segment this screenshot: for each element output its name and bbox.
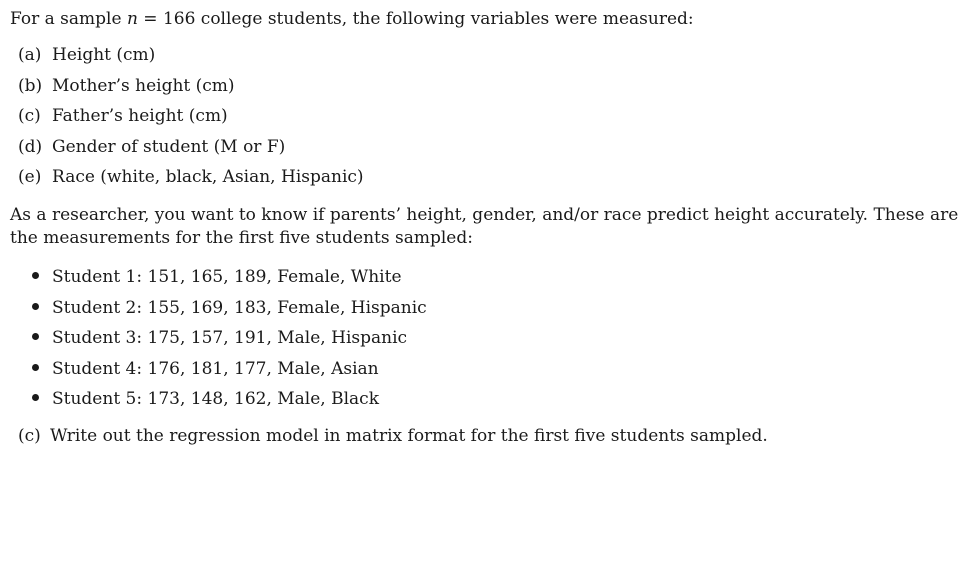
student-text: Student 2: 155, 169, 183, Female, Hispanic [52, 297, 427, 318]
variable-item-e [18, 166, 364, 197]
variable-tag: (d) [18, 136, 43, 157]
bullet-icon [32, 364, 39, 371]
variable-tag: (e) [18, 167, 42, 187]
variable-list [18, 44, 364, 197]
bullet-icon [32, 303, 39, 310]
student-text: Student 5: 173, 148, 162, Male, Black [52, 389, 380, 409]
bullet-icon [32, 333, 39, 340]
variable-tag: (b) [18, 75, 43, 96]
intro-suffix: college students, the following variables were measured: [195, 9, 694, 29]
variable-item-a [18, 44, 364, 75]
sample-size-symbol: n [126, 9, 138, 29]
variable-text: Race (white, black, Asian, Hispanic) [52, 167, 364, 187]
variable-item-d [18, 136, 364, 167]
student-text: Student 1: 151, 165, 189, Female, White [52, 267, 402, 287]
variable-item-c [18, 105, 364, 136]
student-item [32, 327, 427, 358]
research-paragraph: As a researcher, you want to know if parents’ height, gender, and/or race predict height accurately. These are the measurements for the first five students sampled: [10, 205, 959, 248]
student-text: Student 4: 176, 181, 177, Male, Asian [52, 358, 379, 379]
student-item [32, 266, 427, 297]
bullet-icon [32, 272, 39, 279]
variable-tag: (a) [18, 45, 42, 65]
variable-text: Mother’s height (cm) [52, 75, 235, 96]
variable-text: Height (cm) [52, 45, 156, 65]
intro-prefix: For a sample [10, 9, 127, 29]
student-list [32, 266, 427, 419]
question-text: Write out the regression model in matrix format for the first five students sampled. [50, 426, 768, 446]
student-item [32, 358, 427, 389]
variable-item-b [18, 75, 364, 106]
student-text: Student 3: 175, 157, 191, Male, Hispanic [52, 328, 408, 348]
student-item [32, 388, 427, 419]
student-item [32, 297, 427, 328]
variable-text: Father’s height (cm) [52, 106, 228, 126]
question-item [18, 425, 768, 447]
variable-tag: (c) [18, 106, 41, 126]
variable-text: Gender of student (M or F) [52, 136, 286, 157]
sample-size-value: = 166 [137, 9, 196, 29]
intro-sentence [10, 8, 694, 30]
bullet-icon [32, 394, 39, 401]
question-tag: (c) [18, 426, 41, 446]
